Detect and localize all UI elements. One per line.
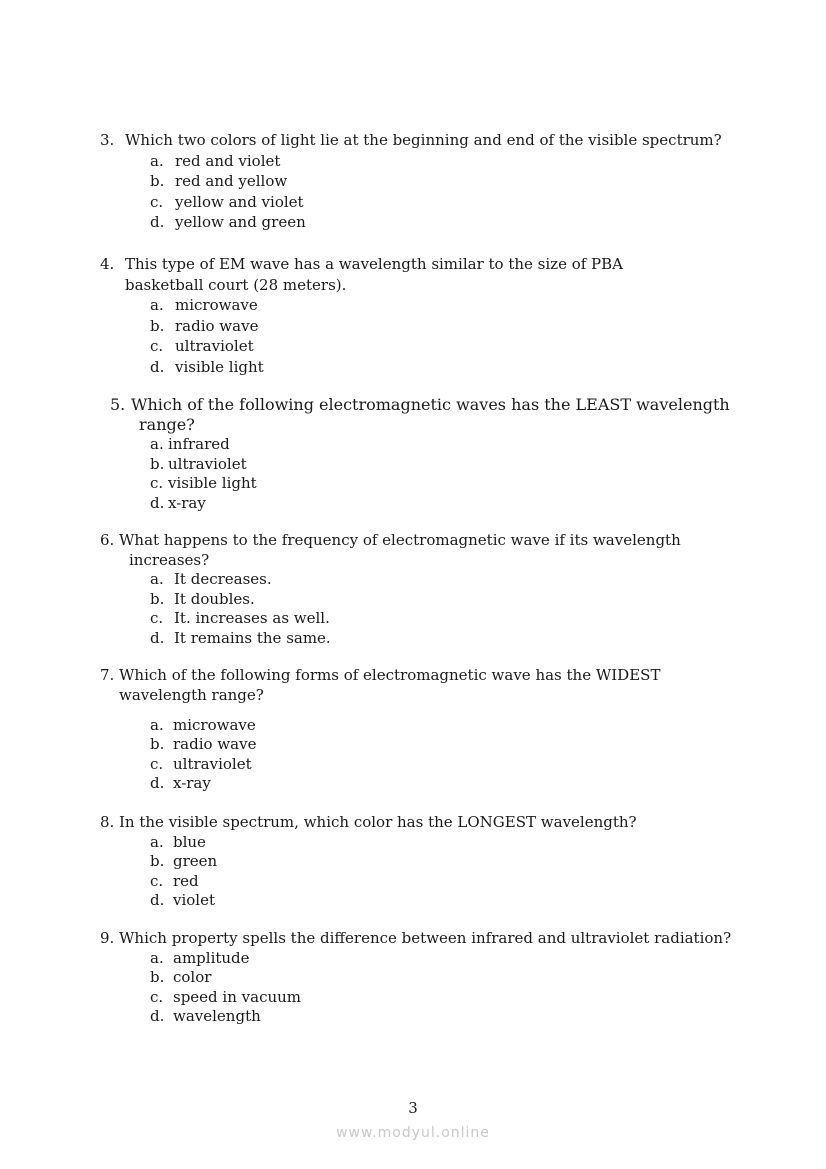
question-3 (0, 130, 826, 233)
option-a: a. amplitude (150, 948, 250, 967)
option-d: d. x-ray (150, 493, 206, 512)
question-stem: Which property spells the difference between infrared and ultraviolet radiation? (119, 929, 732, 947)
option-a: a. microwave (150, 715, 256, 734)
option-d: d. visible light (150, 357, 264, 376)
page-number: 3 (408, 1099, 418, 1117)
question-7 (0, 666, 826, 794)
question-number: 8. (100, 813, 115, 831)
question-6 (0, 531, 826, 648)
question-stem: Which two colors of light lie at the beginning and end of the visible spectrum? (125, 131, 722, 149)
option-b: b. green (150, 852, 218, 870)
option-a: a. microwave (150, 296, 258, 314)
question-number: 6. (100, 531, 115, 549)
question-stem-continued: range? (139, 415, 195, 434)
option-b: b. It doubles. (150, 589, 255, 608)
question-stem: Which of the following electromagnetic waves has the LEAST wavelength (131, 395, 730, 414)
option-a: a. It decreases. (150, 570, 272, 588)
option-d: d. x-ray (150, 774, 211, 792)
question-number: 3. (100, 131, 115, 149)
option-d: d. yellow and green (150, 213, 306, 231)
option-d: d. It remains the same. (150, 628, 331, 647)
option-c: c. ultraviolet (150, 337, 254, 355)
option-b: b. red and yellow (150, 172, 288, 190)
watermark: www.modyul.online (336, 1125, 490, 1141)
question-8 (0, 813, 826, 911)
question-5 (0, 395, 826, 512)
option-a: a. red and violet (150, 151, 281, 170)
question-stem-continued: wavelength range? (119, 685, 264, 704)
option-d: d. violet (150, 891, 216, 909)
question-stem-continued: increases? (129, 550, 210, 569)
option-c: c. ultraviolet (150, 754, 252, 773)
option-b: b. radio wave (150, 316, 259, 335)
option-b: b. radio wave (150, 735, 257, 753)
option-c: c. speed in vacuum (150, 987, 302, 1006)
question-stem: Which of the following forms of electromagnetic wave has the WIDEST (119, 666, 661, 684)
question-number: 9. (100, 929, 115, 947)
question-9 (0, 929, 826, 1027)
option-c: c. red (150, 871, 199, 890)
option-a: a. blue (150, 832, 206, 851)
option-c: c. yellow and violet (150, 192, 304, 211)
question-stem: In the visible spectrum, which color has the LONGEST wavelength? (119, 813, 637, 831)
option-b: b. ultraviolet (150, 454, 247, 473)
option-a: a. infrared (150, 435, 230, 453)
question-stem: What happens to the frequency of electromagnetic wave if its wavelength (119, 531, 681, 549)
option-c: c. It. increases as well. (150, 609, 330, 627)
question-stem-continued: basketball court (28 meters). (125, 275, 347, 294)
option-c: c. visible light (150, 474, 257, 492)
question-number: 7. (100, 666, 115, 684)
question-number: 4. (100, 255, 115, 273)
option-b: b. color (150, 968, 212, 986)
option-d: d. wavelength (150, 1007, 261, 1025)
question-stem: This type of EM wave has a wavelength similar to the size of PBA (125, 255, 624, 273)
question-4 (0, 254, 826, 377)
question-number: 5. (110, 395, 126, 414)
